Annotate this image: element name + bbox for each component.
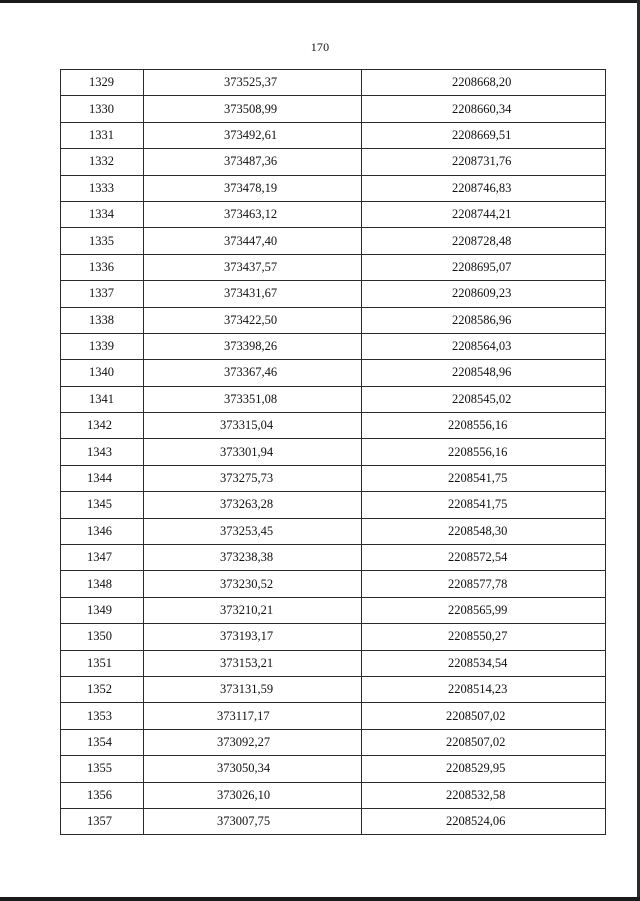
point-number-cell: 1337 [61, 281, 144, 307]
table-row [61, 545, 606, 571]
table-row [61, 281, 606, 307]
coordinates-table-body [61, 70, 606, 835]
point-number-cell: 1331 [61, 122, 144, 148]
y-coordinate-cell: 2208668,20 [362, 70, 606, 96]
table-row [61, 597, 606, 623]
x-coordinate-cell: 373422,50 [144, 307, 362, 333]
point-number-cell: 1330 [61, 96, 144, 122]
table-row [61, 122, 606, 148]
coordinates-table [60, 69, 606, 835]
table-row [61, 254, 606, 280]
point-number-cell: 1332 [61, 149, 144, 175]
table-row [61, 492, 606, 518]
x-coordinate-cell: 373117,17 [144, 703, 362, 729]
table-row [61, 307, 606, 333]
y-coordinate-cell: 2208514,23 [362, 676, 606, 702]
x-coordinate-cell: 373007,75 [144, 808, 362, 834]
y-coordinate-cell: 2208524,06 [362, 808, 606, 834]
y-coordinate-cell: 2208556,16 [362, 413, 606, 439]
point-number-cell: 1342 [61, 413, 144, 439]
table-row [61, 729, 606, 755]
table-row [61, 96, 606, 122]
point-number-cell: 1341 [61, 386, 144, 412]
table-row [61, 782, 606, 808]
y-coordinate-cell: 2208541,75 [362, 492, 606, 518]
point-number-cell: 1350 [61, 624, 144, 650]
table-row [61, 228, 606, 254]
table-row [61, 571, 606, 597]
table-row [61, 149, 606, 175]
y-coordinate-cell: 2208556,16 [362, 439, 606, 465]
y-coordinate-cell: 2208564,03 [362, 333, 606, 359]
point-number-cell: 1333 [61, 175, 144, 201]
point-number-cell: 1343 [61, 439, 144, 465]
y-coordinate-cell: 2208565,99 [362, 597, 606, 623]
x-coordinate-cell: 373525,37 [144, 70, 362, 96]
point-number-cell: 1346 [61, 518, 144, 544]
y-coordinate-cell: 2208669,51 [362, 122, 606, 148]
point-number-cell: 1344 [61, 465, 144, 491]
table-row [61, 518, 606, 544]
table-row [61, 650, 606, 676]
table-row [61, 175, 606, 201]
y-coordinate-cell: 2208507,02 [362, 703, 606, 729]
table-row [61, 333, 606, 359]
y-coordinate-cell: 2208545,02 [362, 386, 606, 412]
point-number-cell: 1349 [61, 597, 144, 623]
point-number-cell: 1338 [61, 307, 144, 333]
point-number-cell: 1336 [61, 254, 144, 280]
table-row [61, 676, 606, 702]
point-number-cell: 1340 [61, 360, 144, 386]
y-coordinate-cell: 2208695,07 [362, 254, 606, 280]
table-row [61, 360, 606, 386]
point-number-cell: 1335 [61, 228, 144, 254]
table-row [61, 756, 606, 782]
x-coordinate-cell: 373230,52 [144, 571, 362, 597]
x-coordinate-cell: 373210,21 [144, 597, 362, 623]
x-coordinate-cell: 373463,12 [144, 201, 362, 227]
table-row [61, 201, 606, 227]
point-number-cell: 1348 [61, 571, 144, 597]
table-row [61, 70, 606, 96]
y-coordinate-cell: 2208534,54 [362, 650, 606, 676]
x-coordinate-cell: 373478,19 [144, 175, 362, 201]
point-number-cell: 1357 [61, 808, 144, 834]
point-number-cell: 1351 [61, 650, 144, 676]
x-coordinate-cell: 373447,40 [144, 228, 362, 254]
y-coordinate-cell: 2208746,83 [362, 175, 606, 201]
point-number-cell: 1339 [61, 333, 144, 359]
x-coordinate-cell: 373487,36 [144, 149, 362, 175]
y-coordinate-cell: 2208548,30 [362, 518, 606, 544]
x-coordinate-cell: 373275,73 [144, 465, 362, 491]
point-number-cell: 1352 [61, 676, 144, 702]
point-number-cell: 1356 [61, 782, 144, 808]
table-row [61, 413, 606, 439]
y-coordinate-cell: 2208548,96 [362, 360, 606, 386]
x-coordinate-cell: 373238,38 [144, 545, 362, 571]
x-coordinate-cell: 373437,57 [144, 254, 362, 280]
x-coordinate-cell: 373026,10 [144, 782, 362, 808]
table-row [61, 465, 606, 491]
point-number-cell: 1334 [61, 201, 144, 227]
y-coordinate-cell: 2208586,96 [362, 307, 606, 333]
y-coordinate-cell: 2208660,34 [362, 96, 606, 122]
point-number-cell: 1353 [61, 703, 144, 729]
y-coordinate-cell: 2208744,21 [362, 201, 606, 227]
y-coordinate-cell: 2208550,27 [362, 624, 606, 650]
x-coordinate-cell: 373351,08 [144, 386, 362, 412]
point-number-cell: 1354 [61, 729, 144, 755]
x-coordinate-cell: 373253,45 [144, 518, 362, 544]
page-number: 170 [310, 40, 330, 54]
x-coordinate-cell: 373431,67 [144, 281, 362, 307]
scan-border-top [0, 0, 640, 3]
x-coordinate-cell: 373092,27 [144, 729, 362, 755]
y-coordinate-cell: 2208529,95 [362, 756, 606, 782]
point-number-cell: 1329 [61, 70, 144, 96]
x-coordinate-cell: 373193,17 [144, 624, 362, 650]
x-coordinate-cell: 373367,46 [144, 360, 362, 386]
x-coordinate-cell: 373131,59 [144, 676, 362, 702]
scan-border-bottom [0, 897, 640, 901]
y-coordinate-cell: 2208609,23 [362, 281, 606, 307]
x-coordinate-cell: 373263,28 [144, 492, 362, 518]
x-coordinate-cell: 373315,04 [144, 413, 362, 439]
y-coordinate-cell: 2208728,48 [362, 228, 606, 254]
point-number-cell: 1355 [61, 756, 144, 782]
table-row [61, 386, 606, 412]
table-row [61, 703, 606, 729]
table-row [61, 439, 606, 465]
point-number-cell: 1345 [61, 492, 144, 518]
table-row [61, 624, 606, 650]
point-number-cell: 1347 [61, 545, 144, 571]
x-coordinate-cell: 373153,21 [144, 650, 362, 676]
x-coordinate-cell: 373050,34 [144, 756, 362, 782]
x-coordinate-cell: 373301,94 [144, 439, 362, 465]
y-coordinate-cell: 2208577,78 [362, 571, 606, 597]
x-coordinate-cell: 373492,61 [144, 122, 362, 148]
y-coordinate-cell: 2208507,02 [362, 729, 606, 755]
y-coordinate-cell: 2208572,54 [362, 545, 606, 571]
x-coordinate-cell: 373398,26 [144, 333, 362, 359]
x-coordinate-cell: 373508,99 [144, 96, 362, 122]
table-row [61, 808, 606, 834]
y-coordinate-cell: 2208731,76 [362, 149, 606, 175]
y-coordinate-cell: 2208532,58 [362, 782, 606, 808]
y-coordinate-cell: 2208541,75 [362, 465, 606, 491]
